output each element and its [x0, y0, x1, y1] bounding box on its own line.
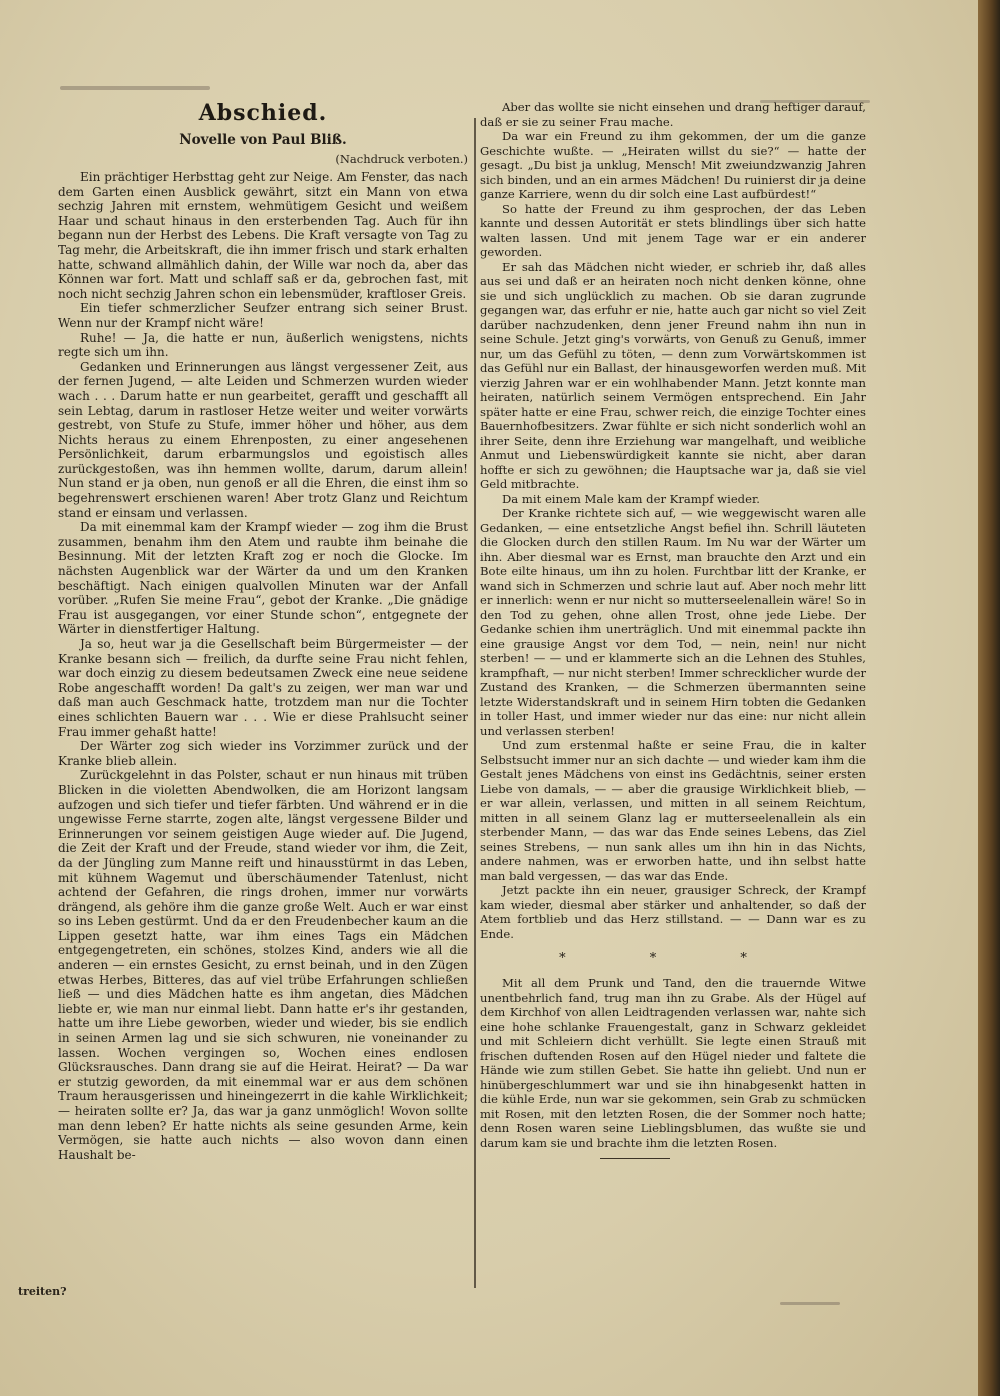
section-separator: * * *	[559, 951, 787, 966]
article-title: Abschied.	[198, 100, 328, 126]
binding-edge	[978, 0, 1000, 1396]
paragraph: Ruhe! — Ja, die hatte er nun, äußerlich wenigstens, nichts regte sich um ihn.	[58, 330, 468, 360]
paragraph: Aber das wollte sie nicht einsehen und drang heftiger darauf, daß er sie zu seiner Frau mache.	[480, 100, 866, 129]
paragraph: Der Kranke richtete sich auf, — wie weggewischt waren alle Gedanken, — eine entsetzliche Angst befiel ihn. Schrill läuteten die Glocken durch den stillen Raum. Im Nu war der Wärter um ihn. Aber diesmal war es Ernst, man brauchte den Arzt und ein Bote eilte hinaus, um ihn zu holen. Furchtbar litt der Kranke, er wand sich in Schmerzen und schrie laut auf. Aber noch mehr litt er innerlich: wenn er nur nicht so mutterseelenallein wäre! So in den Tod zu gehen, ohne allen Trost, ohne jede Liebe. Der Gedanke schien ihm unerträglich. Und mit einemmal packte ihn eine grausige Angst vor dem Tod, — nein, nein! nur nicht sterben! — — und er klammerte sich an die Lehnen des Stuhles, krampfhaft, — nur nicht sterben! Immer schrecklicher wurde der Zustand des Kranken, — die Schmerzen übermannten seine letzte Widerstandskraft und in seinem Hirn tobten die Gedanken in toller Hast, und immer wieder nur das eine: nur nicht allein und verlassen sterben!	[480, 506, 866, 738]
print-smudge	[60, 86, 210, 90]
right-column	[480, 100, 866, 1310]
print-smudge	[780, 1302, 840, 1305]
article-subtitle: Novelle von Paul Bliß.	[179, 132, 347, 148]
paragraph: Ein prächtiger Herbsttag geht zur Neige. Am Fenster, das nach dem Garten einen Ausblick gewährt, sitzt ein Mann von etwa sechzig Jahren mit ernstem, wehmütigem Gesicht und weißem Haar und schaut hinaus in den ersterbenden Tag. Auch für ihn begann nun der Herbst des Lebens. Die Kraft versagte von Tag zu Tag mehr, die Arbeitskraft, die ihn immer frisch und stark erhalten hatte, schwand allmählich dahin, der Wille war noch da, aber das Können war fort. Matt und schlaff saß er da, gebrochen fast, mit noch nicht sechzig Jahren schon ein lebensmüder, kraftloser Greis.	[58, 170, 468, 301]
paragraph: Gedanken und Erinnerungen aus längst vergessener Zeit, aus der fernen Jugend, — alte Leiden und Schmerzen wurden wieder wach . . . Darum hatte er nun gearbeitet, gerafft und geschafft all sein Lebtag, darum in rastloser Hetze weiter und weiter vorwärts gestrebt, von Stufe zu Stufe, immer höher und höher, aus dem Nichts heraus zu einem Ehrenposten, zu einer angesehenen Persönlichkeit, darum erbarmungslos und egoistisch alles zurückgestoßen, was ihn hemmen wollte, darum, darum allein! Nun stand er ja oben, nun genoß er all die Ehren, die einst ihm so begehrenswert erschienen waren! Aber trotz Glanz und Reichtum stand er einsam und verlassen.	[58, 359, 468, 520]
end-rule	[600, 1158, 670, 1159]
paragraph: Der Wärter zog sich wieder ins Vorzimmer zurück und der Kranke blieb allein.	[58, 739, 468, 768]
paragraph: Mit all dem Prunk und Tand, den die trauernde Witwe unentbehrlich fand, trug man ihn zu Grabe. Als der Hügel auf dem Kirchhof von allen Leidtragenden verlassen war, nahte sich eine hohe schlanke Frauengestalt, ganz in Schwarz gekleidet und mit Schleiern dicht verhüllt. Sie legte einen Strauß mit frischen duftenden Rosen auf den Hügel nieder und faltete die Hände wie zum stillen Gebet. Sie hatte ihn geliebt. Und nun er hinübergeschlummert war und sie ihn hinabgesenkt hatten in die kühle Erde, nun war sie gekommen, sein Grab zu schmücken mit Rosen, mit den letzten Rosen, die der Sommer noch hatte; denn Rosen waren seine Lieblingsblumen, das wußte sie und darum kam sie und brachte ihm die letzten Rosen.	[480, 976, 866, 1150]
column-rule	[474, 118, 476, 1288]
catchword: treiten?	[18, 1285, 67, 1298]
left-column	[58, 100, 468, 1300]
paragraph: Da mit einem Male kam der Krampf wieder.	[502, 491, 760, 506]
paragraph: So hatte der Freund zu ihm gesprochen, der das Leben kannte und dessen Autorität er stets blindlings über sich hatte walten lassen. Und mit jenem Tage war er ein anderer geworden.	[480, 201, 866, 259]
reprint-note: (Nachdruck verboten.)	[335, 152, 468, 166]
paragraph: Jetzt packte ihn ein neuer, grausiger Schreck, der Krampf kam wieder, diesmal aber stärker und anhaltender, so daß der Atem fortblieb und das Herz stillstand. — — Dann war es zu Ende.	[480, 883, 866, 941]
paragraph: Ja so, heut war ja die Gesellschaft beim Bürgermeister — der Kranke besann sich — freilich, da durfte seine Frau nicht fehlen, war doch einzig zu diesem bedeutsamen Zweck eine neue seidene Robe angeschafft worden! Da galt's zu zeigen, wer man war und daß man auch Geschmack hatte, trotzdem man nur die Tochter eines schlichten Bauern war . . . Wie er diese Prahlsucht seiner Frau immer gehaßt hatte!	[58, 637, 468, 739]
paragraph: Ein tiefer schmerzlicher Seufzer entrang sich seiner Brust. Wenn nur der Krampf nicht wäre!	[58, 301, 468, 330]
paragraph: Zurückgelehnt in das Polster, schaut er nun hinaus mit trüben Blicken in die violetten Abendwolken, die am Horizont langsam aufzogen und sich tiefer und tiefer färbten. Und während er in die ungewisse Ferne starrte, zogen alte, längst vergessene Bilder und Erinnerungen vor seinem geistigen Auge wieder auf. Die Jugend, die Zeit der Kraft und der Freude, stand wieder vor ihm, die Zeit, da der Jüngling zum Manne reift und hinausstürmt in das Leben, mit kühnem Wagemut und überschäumender Tatenlust, nicht achtend der Gefahren, die rings drohen, immer nur vorwärts drängend, als gehöre ihm die ganze große Welt. Auch er war einst so ins Leben gestürmt. Und da er den Freudenbecher kaum an die Lippen gesetzt hatte, war ihm eines Tags ein Mädchen entgegengetreten, ein schönes, stolzes Kind, anders wie all die anderen — ein ernstes Gesicht, zu ernst beinah, und in den Zügen etwas Herbes, Bitteres, das auf viel trübe Erfahrungen schließen ließ — und dies Mädchen hatte es ihm angetan, dies Mädchen liebte er, wie man nur einmal liebt. Dann hatte er's ihr gestanden, hatte um ihre Liebe geworben, wieder und wieder, bis sie endlich in seinen Armen lag und sie sich schwuren, nie voneinander zu lassen. Wochen vergingen so, Wochen eines endlosen Glücksrausches. Dann drang sie auf die Heirat. Heirat? — Da war er stutzig geworden, da mit einemmal war er aus dem schönen Traum herausgerissen und hineingezerrt in die kahle Wirklichkeit; — heiraten sollte er? Ja, das war ja ganz unmöglich! Wovon sollte man denn leben? Er hatte nichts als seine gesunden Arme, kein Vermögen, sie hatte auch nichts — also wovon dann einen Haushalt be-	[58, 768, 468, 1162]
paragraph: Er sah das Mädchen nicht wieder, er schrieb ihr, daß alles aus sei und daß er an heiraten noch nicht denken könne, ohne sie und sich unglücklich zu machen. Ob sie daran zugrunde gegangen war, das erfuhr er nie, hatte auch gar nicht so viel Zeit darüber nachzudenken, denn jener Freund nahm ihn nun in seine Schule. Jetzt ging's vorwärts, von Genuß zu Genuß, immer nur, um das Gefühl zu töten, — denn zum Vorwärtskommen ist das Gefühl nur ein Ballast, der hinausgeworfen werden muß. Mit vierzig Jahren war er ein wohlhabender Mann. Jetzt konnte man heiraten, natürlich seinem Vermögen entsprechend. Ein Jahr später hatte er eine Frau, schwer reich, die einzige Tochter eines Bauernhofbesitzers. Zwar fühlte er sich nicht sonderlich wohl an ihrer Seite, denn ihre Erziehung war mangelhaft, und weibliche Anmut und Liebenswürdigkeit kannte sie nicht, aber daran hoffte er sich zu gewöhnen; die Hauptsache war ja, daß sie viel Geld mitbrachte.	[480, 259, 866, 491]
paragraph: Da war ein Freund zu ihm gekommen, der um die ganze Geschichte wußte. — „Heiraten willst du sie?“ — hatte der gesagt. „Du bist ja unklug, Mensch! Mit zweiundzwanzig Jahren sich binden, und an ein armes Mädchen! Du ruinierst dir ja deine ganze Karriere, wenn du dir solch eine Last aufbürdest!“	[480, 129, 866, 201]
paragraph: Da mit einemmal kam der Krampf wieder — zog ihm die Brust zusammen, benahm ihm den Atem und raubte ihm beinahe die Besinnung. Mit der letzten Kraft zog er noch die Glocke. Im nächsten Augenblick war der Wärter da und um den Kranken beschäftigt. Nach einigen qualvollen Minuten war der Anfall vorüber. „Rufen Sie meine Frau“, gebot der Kranke. „Die gnädige Frau ist ausgegangen, vor einer Stunde schon“, entgegnete der Wärter in dienstfertiger Haltung.	[58, 520, 468, 637]
paragraph: Und zum erstenmal haßte er seine Frau, die in kalter Selbstsucht immer nur an sich dachte — und wieder kam ihm die Gestalt jenes Mädchens von einst ins Gedächtnis, seiner ersten Liebe von damals, — — aber die grausige Wirklichkeit blieb, — er war allein, verlassen, und mitten in all seinem Reichtum, mitten in all seinem Glanz lag er mutterseelenallein als ein sterbender Mann, — das war das Ende seines Lebens, das Ziel seines Strebens, — nun sank alles um ihn hin in das Nichts, andere nahmen, was er erworben hatte, und ihn selbst hatte man bald vergessen, — das war das Ende.	[480, 738, 866, 883]
